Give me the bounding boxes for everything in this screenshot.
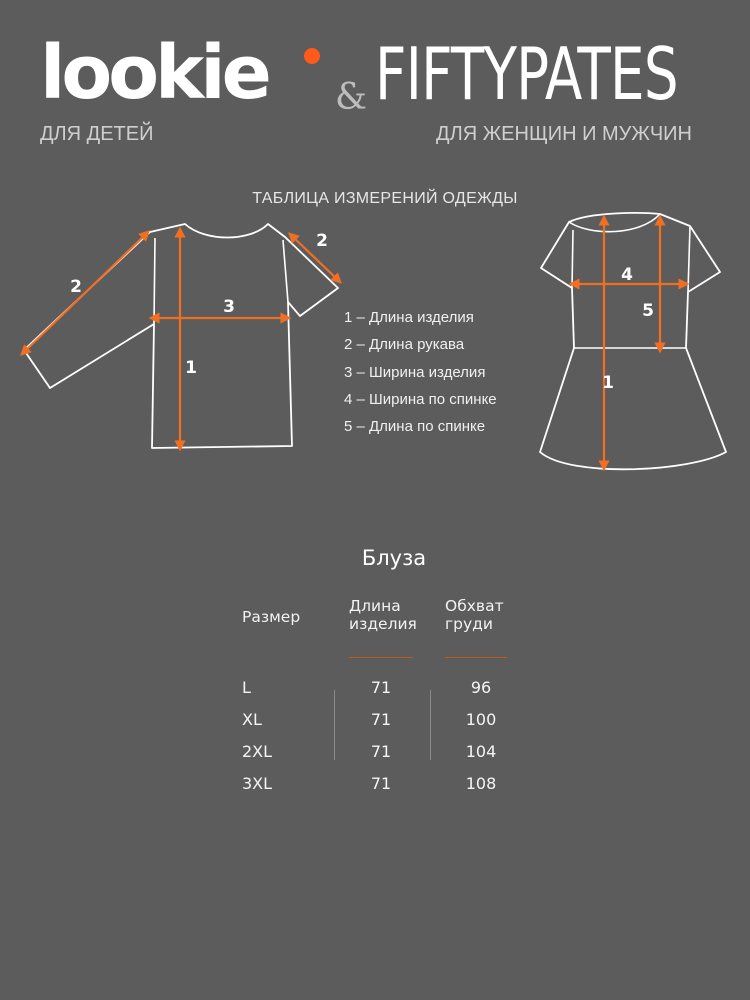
table-cell-length: 71 [370, 742, 392, 761]
header-length-line1: Длина [349, 597, 401, 615]
header-length [349, 597, 417, 633]
dress-marker-5: 5 [642, 301, 654, 321]
shirt-marker-2b: 2 [316, 231, 328, 251]
shirt-marker-3: 3 [223, 297, 235, 317]
legend-item: 5 – Длина по спинке [344, 418, 486, 436]
header-chest [445, 597, 504, 633]
table-cell-chest: 100 [465, 710, 497, 729]
tagline-right: ДЛЯ ЖЕНЩИН И МУЖЧИН [436, 123, 692, 145]
ampersand: & [335, 77, 368, 118]
table-cell-length: 71 [370, 774, 392, 793]
table-cell-length: 71 [370, 678, 392, 697]
table-cell-size: L [242, 678, 251, 697]
tagline-left: ДЛЯ ДЕТЕЙ [40, 123, 154, 145]
table-cell-chest: 96 [470, 678, 492, 697]
brand-left-text: lookie [40, 30, 268, 116]
header-chest-line2: груди [445, 615, 493, 633]
brand-logo-fiftypates: FIFTYPATES [375, 32, 678, 116]
table-cell-size: 3XL [242, 774, 273, 793]
shirt-marker-1: 1 [185, 358, 197, 378]
legend-item: 3 – Ширина изделия [344, 363, 486, 381]
column-divider [334, 690, 335, 760]
product-title: Блуза [361, 546, 427, 570]
dress-marker-4: 4 [621, 265, 633, 285]
table-cell-size: XL [242, 710, 262, 729]
header-underline-chest [445, 657, 507, 658]
table-cell-length: 71 [370, 710, 392, 729]
header-size: Размер [242, 608, 301, 626]
legend-item: 2 – Длина рукава [344, 336, 465, 354]
header-chest-line1: Обхват [445, 597, 504, 615]
table-cell-chest: 104 [465, 742, 497, 761]
dress-outline-icon [540, 213, 726, 469]
shirt-marker-2: 2 [70, 277, 82, 297]
header-underline-length [349, 657, 413, 658]
table-cell-size: 2XL [242, 742, 273, 761]
dress-marker-1: 1 [602, 373, 614, 393]
header-length-line2: изделия [349, 615, 417, 633]
dress-measure-lines [574, 220, 684, 466]
legend-item: 1 – Длина изделия [344, 309, 474, 326]
measurement-legend [344, 309, 497, 445]
diagram-title: ТАБЛИЦА ИЗМЕРЕНИЙ ОДЕЖДЫ [252, 190, 518, 207]
table-cell-chest: 108 [465, 774, 497, 793]
column-divider [430, 690, 431, 760]
legend-item: 4 – Ширина по спинке [344, 390, 497, 408]
